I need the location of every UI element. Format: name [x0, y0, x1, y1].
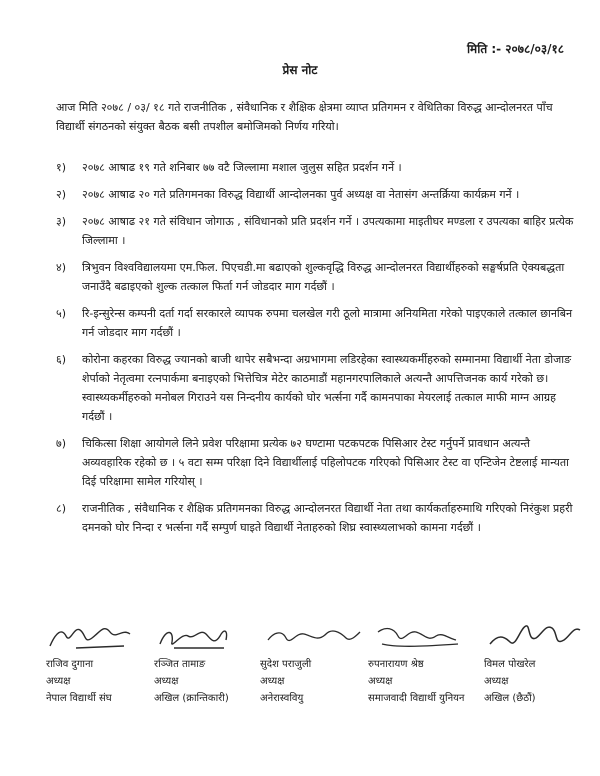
handwritten-signature	[368, 618, 478, 652]
item-number: ७)	[56, 437, 67, 450]
signatory-role: अध्यक्ष	[484, 676, 509, 687]
signatory-name: राजिव दुगाना	[46, 659, 94, 670]
item-text: चिकित्सा शिक्षा आयोगले लिने प्रवेश परिक्षामा प्रत्येक ७२ घण्टामा पटकपटक पिसिआर टेस्ट गर्नुपर्ने प्रावधान अत्यन्तै अव्यवहारिक रहेको छ । ५ वटा सम्म परिक्षा दिने विद्यार्थीलाई पहिलोपटक गरिएको पिसिआर टेस्ट वा एन्टिजेन टेष्टलाई मान्यता दिई परिक्षामा सामेल गरियोस् ।	[82, 437, 569, 488]
signatory-role: अध्यक्ष	[260, 676, 285, 687]
item-text: त्रिभुवन विश्वविद्यालयमा एम.फिल. पिएचडी.मा बढाएको शुल्कवृद्धि विरुद्ध आन्दोलनरत विद्यार्थीहरुको सङ्घर्षप्रति ऐक्यबद्धता जनाउँदै बढाइएको शुल्क तत्काल फिर्ता गर्न जोडदार माग गर्दछौं ।	[82, 261, 565, 293]
item-text: २०७८ आषाढ १९ गते शनिबार ७७ वटै जिल्लामा मशाल जुलुस सहित प्रदर्शन गर्ने ।	[82, 161, 402, 174]
list-item	[56, 158, 576, 177]
list-item	[56, 185, 576, 204]
item-number: २)	[56, 188, 67, 201]
signatory-organization: अनेरास्ववियु	[260, 693, 304, 704]
list-item	[56, 434, 576, 491]
decision-list	[56, 158, 576, 545]
list-item	[56, 212, 576, 250]
signatory	[260, 618, 380, 707]
item-text: २०७८ आषाढ २० गते प्रतिगमनका विरुद्ध विद्यार्थी आन्दोलनका पुर्व अध्यक्ष वा नेतासंग अन्तर्क्रिया कार्यक्रम गर्ने ।	[82, 188, 520, 201]
handwritten-signature	[46, 618, 156, 652]
item-text: कोरोना कहरका विरुद्ध ज्यानको बाजी थापेर सबैभन्दा अग्रभागमा लडिरहेका स्वास्थ्यकर्मीहरुको सम्मानमा विद्यार्थी नेता डोजाङ शेर्पाको नेतृत्वमा रत्नपार्कमा बनाइएको भित्तेचित्र मेटेर काठमाडौं महानगरपालिकाले अत्यन्तै आपत्तिजनक कार्य गरेको छ। स्वास्थ्यकर्मीहरुको मनोबल गिराउने यस निन्दनीय कार्यको घोर भर्त्सना गर्दै कामनपाका मेयरलाई तत्काल माफी माग्न आग्रह गर्दछौं ।	[82, 353, 572, 423]
signatory-name: रुपनारायण श्रेष्ठ	[368, 659, 424, 670]
signatory-role: अध्यक्ष	[46, 676, 71, 687]
item-number: ४)	[56, 261, 67, 274]
signatory-organization: नेपाल विद्यार्थी संघ	[46, 693, 112, 704]
item-number: ३)	[56, 215, 67, 228]
item-number: ५)	[56, 307, 67, 320]
signatory-role: अध्यक्ष	[368, 676, 393, 687]
document-date: मिति :- २०७८/०३/१८	[466, 42, 564, 56]
signatory	[154, 618, 274, 707]
item-text: रि-इन्सुरेन्स कम्पनी दर्ता गर्दा सरकारले व्यापक रुपमा चलखेल गरी ठूलो मात्रामा अनियमिता गरेको पाइएकाले तत्काल छानबिन गर्न जोडदार माग गर्दछौं ।	[82, 307, 573, 339]
list-item	[56, 499, 576, 537]
intro-paragraph: आज मिति २०७८ / ०३/ १८ गते राजनीतिक , संवैधानिक र शैक्षिक क्षेत्रमा व्याप्त प्रतिगमन र वेथितिका विरुद्ध आन्दोलनरत पाँच विद्यार्थी संगठनको संयुक्त बैठक बसी तपशील बमोजिमको निर्णय गरियो।	[56, 101, 553, 133]
signatory	[484, 618, 600, 707]
item-number: ८)	[56, 502, 67, 515]
item-text: राजनीतिक , संवैधानिक र शैक्षिक प्रतिगमनका विरुद्ध आन्दोलनरत विद्यार्थी नेता तथा कार्यकर्ताहरुमाथि गरिएको निरंकुश प्रहरी दमनको घोर निन्दा र भर्त्सना गर्दै सम्पुर्ण घाइते विद्यार्थी नेताहरुको शिघ्र स्वास्थ्यलाभको कामना गर्दछौं ।	[82, 502, 573, 534]
list-item	[56, 258, 576, 296]
signatory-organization: अखिल (क्रान्तिकारी)	[154, 693, 229, 704]
signature-block	[46, 618, 576, 738]
signatory	[368, 618, 488, 707]
item-text: २०७८ आषाढ २१ गते संविधान जोगाऊ , संविधानको प्रति प्रदर्शन गर्ने । उपत्यकामा माइतीघर मण्डला र उपत्यका बाहिर प्रत्येक जिल्लामा ।	[82, 215, 574, 247]
item-number: ६)	[56, 353, 67, 366]
signatory-organization: अखिल (छैठौं)	[484, 693, 536, 704]
list-item	[56, 304, 576, 342]
signatory-name: सुदेश पराजुली	[260, 659, 312, 670]
signatory-name: विमल पोखरेल	[484, 659, 536, 670]
signatory	[46, 618, 166, 707]
handwritten-signature	[260, 618, 370, 652]
signatory-name: रञ्जित तामाङ	[154, 659, 206, 670]
document-title: प्रेस नोट	[282, 63, 318, 77]
handwritten-signature	[154, 618, 264, 652]
signatory-organization: समाजवादी विद्यार्थी युनियन	[368, 693, 465, 704]
handwritten-signature	[484, 618, 594, 652]
list-item	[56, 350, 576, 426]
signatory-role: अध्यक्ष	[154, 676, 179, 687]
item-number: १)	[56, 161, 67, 174]
